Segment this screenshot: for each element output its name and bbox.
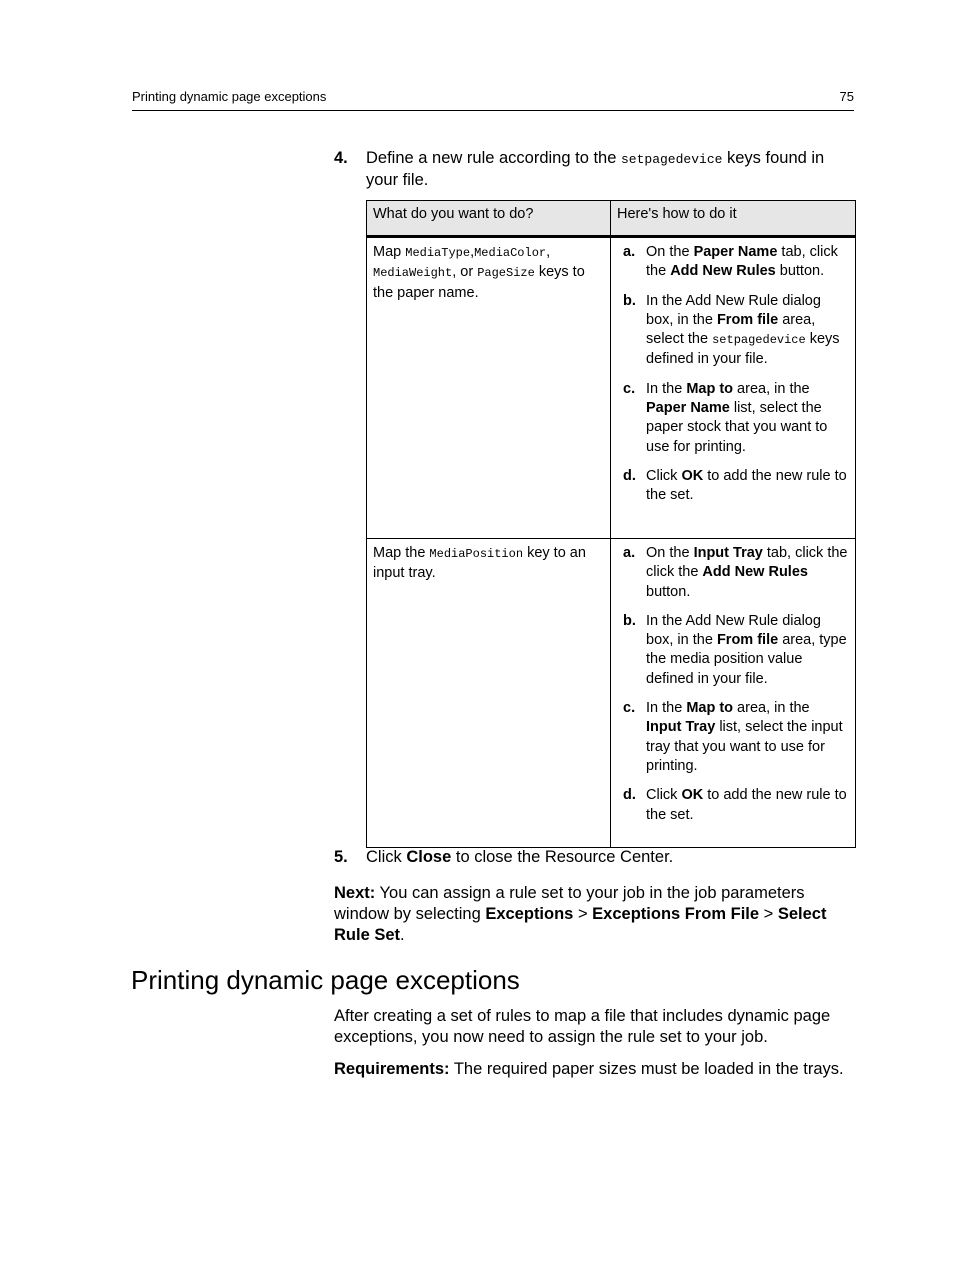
text: key to an input tray. [373,545,586,582]
text: On the [646,244,694,260]
text: Click [366,848,407,866]
text: The required paper sizes must be loaded in the trays. [449,1060,844,1078]
running-header-title: Printing dynamic page exceptions [132,89,327,104]
text: list, select the input tray that you want to use for printing. [646,719,843,774]
running-header [132,88,854,111]
list-item [623,467,849,506]
list-item [623,544,849,602]
substep-list [617,544,849,825]
text: In the [646,700,687,717]
substep-letter: c. [623,380,636,397]
ui-term: From file [716,311,779,328]
step-number: 5. [334,848,348,866]
text: > [573,905,593,923]
list-item [623,292,849,370]
requirements-paragraph [334,1059,854,1080]
step-number: 4. [334,149,348,167]
ui-term: Map to [686,700,734,717]
text: In the Add New Rule dialog box, in the [646,612,821,649]
code-mediaweight: MediaWeight [373,266,453,281]
table-cell-how [611,539,856,848]
text: > [759,905,778,923]
page-number: 75 [839,89,854,104]
ui-term: Close [406,848,452,866]
ui-term: Paper Name [646,400,730,417]
substep-letter: a. [623,244,636,260]
substep-list [617,243,849,506]
step-text [366,148,854,191]
substep-letter: d. [623,787,636,804]
ui-term: From file [716,632,779,649]
table-row [367,237,856,539]
text: Click [646,787,682,804]
text: You can assign a rule set to your job in the job parameters window by selecting [334,884,805,923]
ui-term: Add New Rules [670,263,776,280]
text: , [546,244,551,260]
substep-letter: b. [623,292,636,309]
rules-table [366,200,856,848]
substep-letter: b. [623,612,636,629]
text: list, select the paper stock that you want to use for printing. [646,400,828,455]
menu-path-item: Select Rule Set [334,905,827,944]
code-setpagedevice: setpagedevice [712,333,806,348]
text: area, type the media position value defined in your file. [646,632,847,687]
step-4 [334,148,854,191]
text: to close the Resource Center. [451,848,674,866]
code-mediaposition: MediaPosition [429,547,524,561]
menu-path-item: Exceptions [485,905,574,923]
list-item [623,243,849,282]
ui-term: Add New Rules [702,564,808,581]
text: Map the [373,545,430,561]
list-item [623,380,849,457]
ui-term: Input Tray [646,719,716,736]
text: In the Add New Rule dialog box, in the [646,292,821,328]
text: , or [452,264,478,281]
code-mediacolor: MediaColor [474,246,547,260]
text: button. [646,583,691,600]
next-paragraph [334,883,854,946]
substep-letter: d. [623,467,636,484]
text: button. [775,263,825,280]
table-cell-how [611,237,856,539]
column-header-what: What do you want to do? [367,201,611,237]
ui-term: Paper Name [693,244,778,260]
text: to add the new rule to the set. [646,787,847,823]
code-pagesize: PageSize [477,266,535,281]
text: area, in the [733,700,810,717]
text: tab, click the [646,244,838,280]
text: In the [646,380,687,397]
intro-paragraph: After creating a set of rules to map a file that includes dynamic page exceptions, you now need to assign the rule set to your job. [334,1007,831,1046]
text: keys found in your file. [366,149,825,189]
list-item [623,612,849,689]
text: area, select the [646,311,816,348]
text: Click [646,467,682,484]
text: Map [373,244,406,260]
step-5 [334,847,854,868]
text: On the [646,545,694,561]
menu-path-item: Exceptions From File [592,905,760,923]
requirements-label: Requirements: [334,1060,450,1078]
text: to add the new rule to the set. [646,467,847,504]
text: . [400,926,405,944]
code-setpagedevice: setpagedevice [621,152,723,167]
text: Define a new rule according to the [366,149,621,167]
list-item [623,786,849,825]
code-mediatype: MediaType [405,246,471,260]
next-label: Next: [334,884,376,902]
substep-letter: a. [623,545,636,561]
list-item [623,699,849,776]
text: , [470,244,475,260]
ui-term: Input Tray [693,545,763,561]
text: area, in the [733,380,810,397]
table-header-row [367,201,856,237]
ui-term: Map to [686,380,734,397]
text: tab, click the click the [646,545,848,581]
text: keys defined in your file. [646,331,840,368]
table-row [367,539,856,848]
column-header-how: Here's how to do it [611,201,856,237]
section-heading: Printing dynamic page exceptions [131,965,520,995]
text: keys to the paper name. [373,264,585,301]
table-cell-what [367,237,611,539]
step-text [366,847,854,868]
table-cell-what [367,539,611,848]
substep-letter: c. [623,700,636,717]
ui-term: OK [681,467,704,484]
ui-term: OK [681,787,704,804]
